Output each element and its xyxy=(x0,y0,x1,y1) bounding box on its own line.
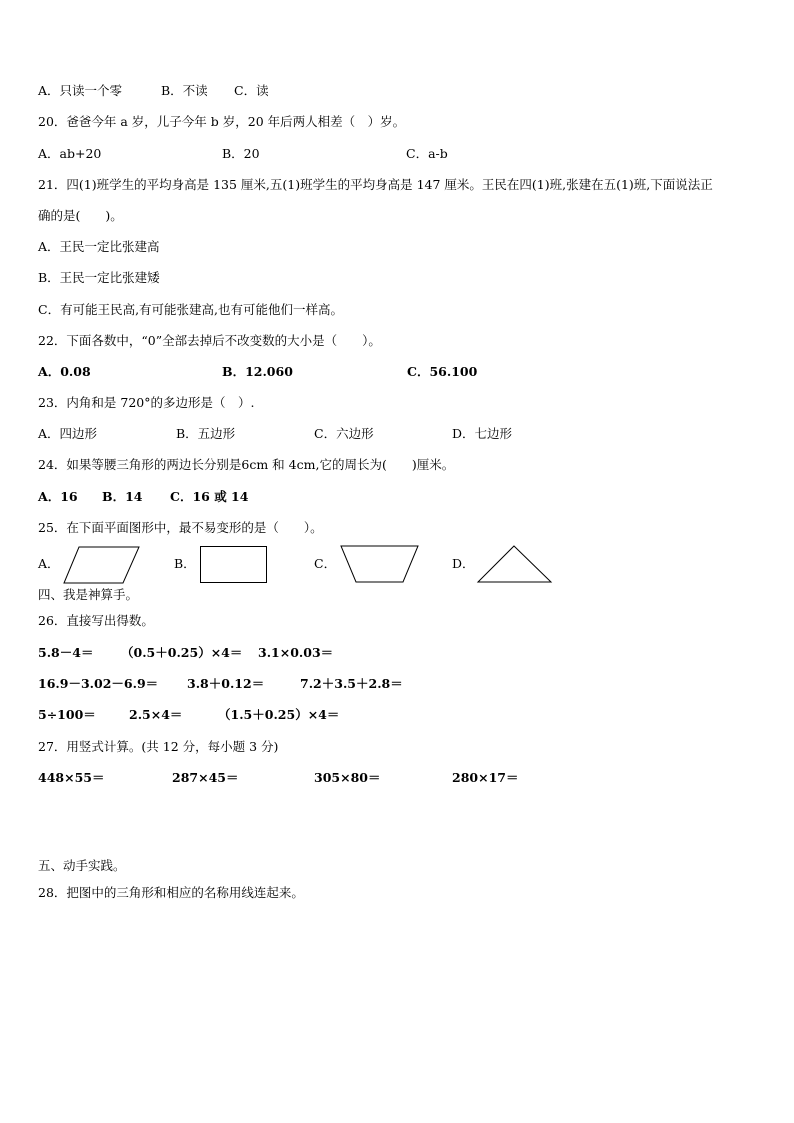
q20-option-b: B．20 xyxy=(222,146,260,161)
q24-stem: 24．如果等腰三角形的两边长分别是6cm 和 4cm,它的周长为( )厘米。 xyxy=(38,457,455,472)
section5-title: 五、动手实践。 xyxy=(38,858,126,873)
q26-item: 3.1×0.03＝ xyxy=(258,645,334,660)
q22-option-a: A．0.08 xyxy=(38,364,91,379)
q28-stem: 28．把图中的三角形和相应的名称用线连起来。 xyxy=(38,885,304,900)
q26-stem: 26．直接写出得数。 xyxy=(38,613,154,628)
q26-item: 2.5×4＝ xyxy=(129,707,183,722)
q27-item: 280×17＝ xyxy=(452,770,519,785)
q26-item: 5÷100＝ xyxy=(38,707,96,722)
section4-title: 四、我是神算手。 xyxy=(38,587,139,602)
q26-item: （0.5＋0.25）×4＝ xyxy=(121,645,243,660)
q21-stem-line2: 确的是( )。 xyxy=(38,208,123,223)
q26-item: 5.8－4＝ xyxy=(38,645,94,660)
q27-item: 448×55＝ xyxy=(38,770,105,785)
q26-item: （1.5＋0.25）×4＝ xyxy=(218,707,340,722)
q27-item: 305×80＝ xyxy=(314,770,381,785)
q21-option-c: C．有可能王民高,有可能张建高,也有可能他们一样高。 xyxy=(38,302,344,317)
q19-option-a: A．只读一个零 xyxy=(38,83,123,98)
q26-item: 3.8＋0.12＝ xyxy=(187,676,265,691)
q23-option-c: C．六边形 xyxy=(314,426,374,441)
q23-stem: 23．内角和是 720°的多边形是（ ）. xyxy=(38,395,255,410)
parallelogram-icon xyxy=(63,546,140,584)
q20-stem: 20．爸爸今年 a 岁，儿子今年 b 岁，20 年后两人相差（ ）岁。 xyxy=(38,114,406,129)
rectangle-icon xyxy=(200,546,268,584)
q21-option-b: B．王民一定比张建矮 xyxy=(38,270,160,285)
q19-option-b: B．不读 xyxy=(161,83,208,98)
q25-option-d-label: D． xyxy=(452,556,475,571)
q25-option-c-label: C． xyxy=(314,556,337,571)
q22-option-b: B．12.060 xyxy=(222,364,293,379)
q25-option-a-label: A． xyxy=(38,556,60,571)
q25-stem: 25．在下面平面图形中，最不易变形的是（ ）。 xyxy=(38,520,323,535)
q24-option-a: A．16 xyxy=(38,489,78,504)
triangle-icon xyxy=(477,545,553,583)
q19-option-c: C．读 xyxy=(234,83,269,98)
trapezoid-icon xyxy=(340,545,420,583)
q20-option-c: C．a-b xyxy=(406,146,448,161)
q23-option-a: A．四边形 xyxy=(38,426,98,441)
q22-stem: 22．下面各数中，“0”全部去掉后不改变数的大小是（ ）。 xyxy=(38,333,381,348)
q27-item: 287×45＝ xyxy=(172,770,239,785)
q21-stem-line1: 21．四(1)班学生的平均身高是 135 厘米,五(1)班学生的平均身高是 147 厘米。王民在四(1)班,张建在五(1)班,下面说法正 xyxy=(38,177,713,192)
q23-option-d: D．七边形 xyxy=(452,426,513,441)
q24-option-c: C．16 或 14 xyxy=(170,489,249,504)
q24-option-b: B．14 xyxy=(102,489,143,504)
q20-option-a: A．ab+20 xyxy=(38,146,102,161)
q26-item: 16.9－3.02－6.9＝ xyxy=(38,676,159,691)
q23-option-b: B．五边形 xyxy=(176,426,236,441)
q27-stem: 27．用竖式计算。(共 12 分，每小题 3 分) xyxy=(38,739,279,754)
q21-option-a: A．王民一定比张建高 xyxy=(38,239,160,254)
q22-option-c: C．56.100 xyxy=(407,364,478,379)
q25-option-b-label: B． xyxy=(174,556,196,571)
q26-item: 7.2＋3.5＋2.8＝ xyxy=(300,676,403,691)
